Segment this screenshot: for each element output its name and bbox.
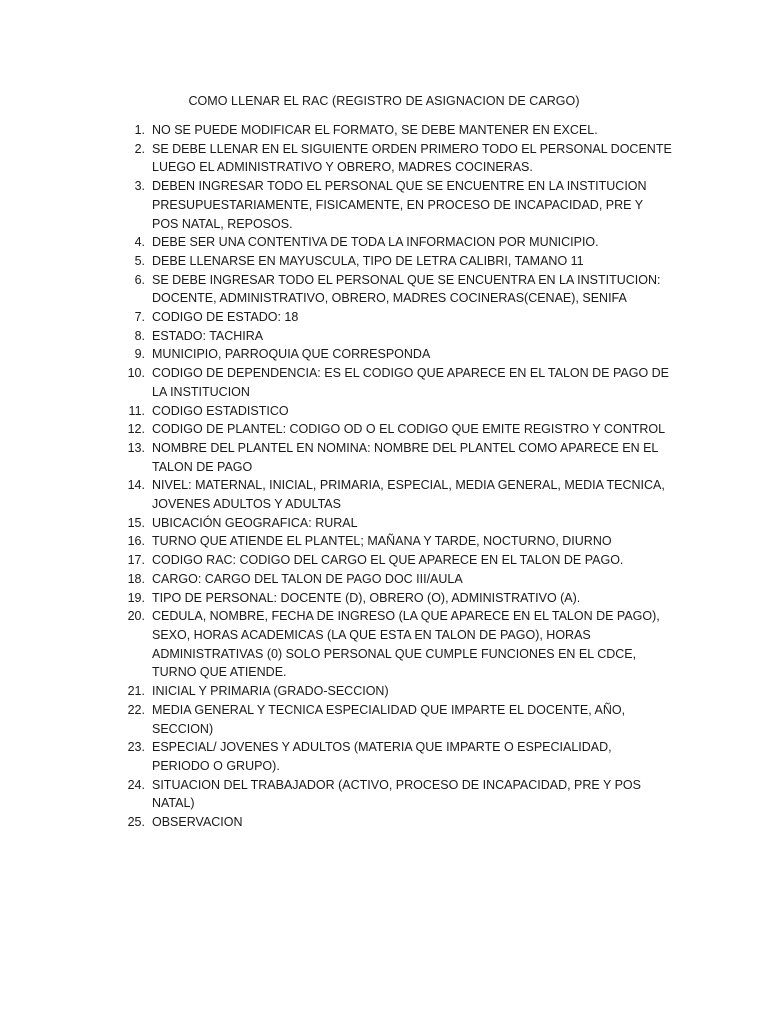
item-number: 13. [127,440,145,455]
item-number: 1. [134,123,145,137]
item-text: CARGO: CARGO DEL TALON DE PAGO DOC III/AULA [152,571,463,586]
item-text: MUNICIPIO, PARROQUIA QUE CORRESPONDA [152,347,431,362]
item-number: 9. [134,347,145,362]
list-item [112,551,672,570]
list-item [112,701,672,738]
item-text: SITUACION DEL TRABAJADOR (ACTIVO, PROCESO DE INCAPACIDAD, PRE Y POS NATAL) [152,777,641,811]
item-text: TIPO DE PERSONAL: DOCENTE (D), OBRERO (O), ADMINISTRATIVO (A). [152,590,581,605]
list-item [112,514,672,533]
list-item [112,738,672,775]
list-item [112,364,672,401]
item-text: NO SE PUEDE MODIFICAR EL FORMATO, SE DEBE MANTENER EN EXCEL. [152,123,598,137]
list-item [112,252,672,271]
item-text: NOMBRE DEL PLANTEL EN NOMINA: NOMBRE DEL PLANTEL COMO APARECE EN EL TALON DE PAGO [152,440,658,474]
item-number: 4. [134,235,145,250]
list-item [112,233,672,252]
list-item [112,271,672,308]
item-text: CODIGO ESTADISTICO [152,403,289,418]
item-text: INICIAL Y PRIMARIA (GRADO-SECCION) [152,684,389,699]
list-item [112,327,672,346]
item-number: 21. [127,684,145,699]
item-number: 6. [134,272,145,287]
item-number: 17. [127,553,145,568]
item-number: 15. [127,515,145,530]
item-number: 23. [127,740,145,755]
item-number: 11. [128,403,145,418]
item-number: 20. [127,609,145,624]
item-number: 12. [127,422,145,437]
list-item [112,177,672,233]
item-text: NIVEL: MATERNAL, INICIAL, PRIMARIA, ESPECIAL, MEDIA GENERAL, MEDIA TECNICA, JOVENES ADULTOS Y ADULTAS [152,478,665,512]
list-item [112,776,672,813]
item-text: DEBE LLENARSE EN MAYUSCULA, TIPO DE LETRA CALIBRI, TAMANO 11 [152,253,584,268]
item-number: 5. [134,253,145,268]
list-item [112,439,672,476]
item-text: CODIGO RAC: CODIGO DEL CARGO EL QUE APARECE EN EL TALON DE PAGO. [152,553,624,568]
item-text: DEBEN INGRESAR TODO EL PERSONAL QUE SE ENCUENTRE EN LA INSTITUCION PRESUPUESTARIAMENTE, FISICAMENTE, EN PROCESO DE INCAPACIDAD, PRE Y POS NATAL, REPOSOS. [152,179,647,231]
item-number: 16. [127,534,145,549]
item-number: 14. [127,478,145,493]
item-number: 8. [134,328,145,343]
item-number: 3. [134,179,145,194]
list-item [112,121,672,140]
item-text: CODIGO DE DEPENDENCIA: ES EL CODIGO QUE APARECE EN EL TALON DE PAGO DE LA INSTITUCION [152,366,670,399]
list-item [112,140,672,177]
list-item [112,308,672,327]
item-text: CEDULA, NOMBRE, FECHA DE INGRESO (LA QUE APARECE EN EL TALON DE PAGO), SEXO, HORAS ACADEMICAS (LA QUE ESTA EN TALON DE PAGO), HORAS ADMINISTRATIVAS (0) SOLO PERSONAL QUE CUMPLE FUNCIONES EN EL CDCE, TURNO QUE ATIENDE. [152,609,660,680]
list-item [112,813,672,832]
item-number: 19. [127,590,145,605]
list-item [112,345,672,364]
list-item [112,402,672,421]
item-text: SE DEBE INGRESAR TODO EL PERSONAL QUE SE ENCUENTRA EN LA INSTITUCION: DOCENTE, ADMINISTRATIVO, OBRERO, MADRES COCINERAS(CENAE), SENIFA [152,272,661,306]
item-number: 7. [134,310,145,325]
list-item [112,607,672,682]
instruction-list [112,121,672,832]
item-text: DEBE SER UNA CONTENTIVA DE TODA LA INFORMACION POR MUNICIPIO. [152,235,599,250]
item-number: 22. [127,702,145,717]
list-item [112,420,672,439]
item-text: MEDIA GENERAL Y TECNICA ESPECIALIDAD QUE IMPARTE EL DOCENTE, AÑO, SECCION) [152,702,626,736]
item-number: 24. [127,777,145,792]
item-number: 2. [134,141,145,156]
item-text: CODIGO DE PLANTEL: CODIGO OD O EL CODIGO QUE EMITE REGISTRO Y CONTROL [152,422,666,437]
item-number: 25. [127,815,145,830]
document-title: COMO LLENAR EL RAC (REGISTRO DE ASIGNACION DE CARGO) [188,94,580,108]
list-item [112,532,672,551]
item-text: OBSERVACION [152,815,243,830]
list-item [112,476,672,513]
item-text: SE DEBE LLENAR EN EL SIGUIENTE ORDEN PRIMERO TODO EL PERSONAL DOCENTE LUEGO EL ADMINISTRATIVO Y OBRERO, MADRES COCINERAS. [152,141,672,175]
item-number: 18. [127,571,145,586]
item-text: ESPECIAL/ JOVENES Y ADULTOS (MATERIA QUE IMPARTE O ESPECIALIDAD, PERIODO O GRUPO). [152,740,612,773]
item-text: ESTADO: TACHIRA [152,328,264,343]
item-number: 10. [127,366,145,381]
list-item [112,682,672,701]
item-text: UBICACIÓN GEOGRAFICA: RURAL [152,515,358,530]
list-item [112,570,672,589]
item-text: CODIGO DE ESTADO: 18 [152,310,299,325]
item-text: TURNO QUE ATIENDE EL PLANTEL; MAÑANA Y TARDE, NOCTURNO, DIURNO [152,534,612,549]
list-item [112,589,672,608]
